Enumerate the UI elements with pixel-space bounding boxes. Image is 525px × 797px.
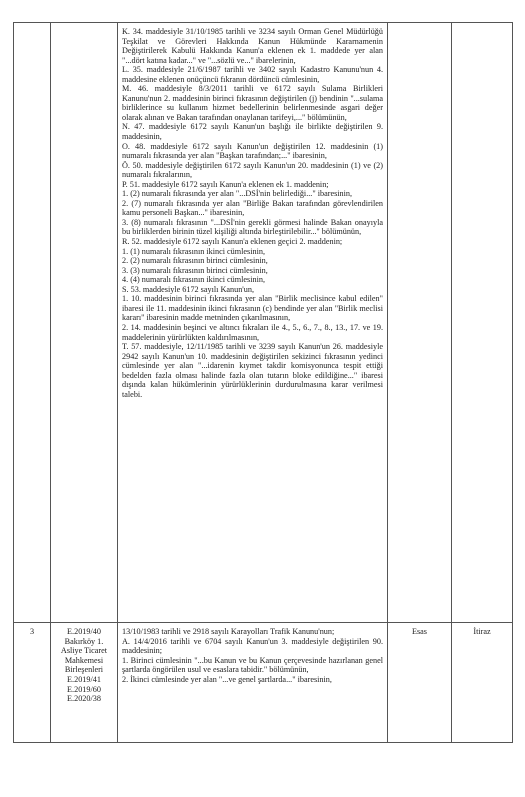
case-cell [51, 23, 118, 623]
type-cell [388, 23, 452, 623]
paragraph: 3. (3) numaralı fıkrasının birinci cümlesinin, [122, 265, 268, 275]
kind-cell [452, 623, 513, 743]
paragraph: 2. 14. maddesinin beşinci ve altıncı fıkraları ile 4., 5., 6., 7., 8., 13., 17. ve 19. maddelerinin yürürlükten kaldırılmasının, [122, 322, 383, 342]
row-number-cell [14, 23, 51, 623]
type-cell [388, 623, 452, 743]
kind-cell [452, 23, 513, 623]
paragraph: 1. (1) numaralı fıkrasının ikinci cümlesinin, [122, 246, 266, 256]
table-row [14, 623, 513, 743]
paragraph: O. 48. maddesiyle 6172 sayılı Kanun'un değiştirilen 12. maddesinin (1) numaralı fıkrasında yer alan "Başkan tarafından;..." ibaresinin, [122, 141, 383, 161]
subject-cell [118, 623, 388, 743]
paragraph: 1. Birinci cümlesinin "...bu Kanun ve bu Kanun çerçevesinde hazırlanan genel şartlarda öngörülen usul ve esaslara tabidir." bölümünün, [122, 655, 383, 675]
paragraph: 2. İkinci cümlesinde yer alan "...ve genel şartlarda..." ibaresinin, [122, 674, 332, 684]
paragraph: 1. 10. maddesinin birinci fıkrasında yer alan "Birlik meclisince kabul edilen" ibaresi ile 11. maddesinin ikinci fıkrasının (c) bendinde yer alan "Birlik meclisi kararı" ibaresinin madde metninden çıkarılmasının, [122, 294, 383, 323]
paragraph: Ö. 50. maddesiyle değiştirilen 6172 sayılı Kanun'un 20. maddesinin (1) ve (2) numaralı fıkralarının, [122, 160, 383, 180]
paragraph: M. 46. maddesiyle 8/3/2011 tarihli ve 6172 sayılı Sulama Birlikleri Kanunu'nun 2. maddesinin birinci fıkrasının değiştirilen (j) bendinin "...sulama birliklerince su kullanım hizmet bedellerinin belirlenmesinde asgari değer olarak alınan ve Bakan tarafından onaylanan tarifeyi,..." bölümünün, [122, 84, 383, 122]
case-type: Esas [411, 627, 427, 636]
paragraph: 13/10/1983 tarihli ve 2918 sayılı Karayolları Trafik Kanunu'nun; [122, 627, 335, 636]
row-number: 3 [29, 627, 35, 636]
paragraph: A. 14/4/2016 tarihli ve 6704 sayılı Kanun'un 3. maddesiyle değiştirilen 90. maddesinin; [122, 636, 383, 656]
subject-cell [118, 23, 388, 623]
case-line: Mahkemesi [64, 655, 104, 665]
paragraph: 3. (8) numaralı fıkrasının "...DSİ'nin gerekli görmesi halinde Bakan onayıyla bu birliklerden birinin tüzel kişiliği altında birleştirilebilir..." bölümünün, [122, 217, 383, 237]
case-line: Asliye Ticaret [60, 646, 108, 656]
paragraph: L. 35. maddesiyle 21/6/1987 tarihli ve 3402 sayılı Kadastro Kanunu'nun 4. maddesine eklenen onüçüncü fıkranın dördüncü cümlesinin, [122, 65, 383, 84]
paragraph: S. 53. maddesiyle 6172 sayılı Kanun'un, [122, 284, 255, 294]
case-line: Birleşenleri [64, 665, 104, 675]
case-line: E.2019/41 [67, 674, 101, 684]
case-cell [51, 623, 118, 743]
case-numbers [51, 623, 117, 704]
paragraph: R. 52. maddesiyle 6172 sayılı Kanun'a eklenen geçici 2. maddenin; [122, 237, 343, 247]
subject-text [118, 23, 387, 401]
case-kind: İtiraz [473, 627, 491, 636]
decision-table [13, 22, 513, 743]
paragraph: N. 47. maddesiyle 6172 sayılı Kanun'un başlığı ile birlikte değiştirilen 9. maddesinin, [122, 122, 383, 142]
paragraph: T. 57. maddesiyle, 12/11/1985 tarihli ve 3239 sayılı Kanun'un 26. maddesiyle 2942 sayılı Kanun'un 10. maddesinin değiştirilen sekizinci fıkrasının yedinci cümlesinde yer alan "...idarenin kıymet takdir komisyonunca tespit ettiği bedelden fazla olması halinde fazla olan tutarın bloke edildiğine..." ibaresi dışında kalan hükümlerinin yürürlüklerinin durdurulmasına karar verilmesi talebi. [122, 342, 383, 399]
paragraph: 2. (2) numaralı fıkrasının birinci cümlesinin, [122, 256, 268, 266]
paragraph: K. 34. maddesiyle 31/10/1985 tarihli ve 3234 sayılı Orman Genel Müdürlüğü Teşkilat ve Görevleri Hakkında Kanun Hükmünde Kararnamenin Değiştirilerek Kabulü Hakkında Kanun'a eklenen ek 1. maddede yer alan "...dört katına kadar..." ve "...sözlü ve..." ibarelerinin, [122, 27, 383, 65]
paragraph: 1. (2) numaralı fıkrasında yer alan "...DSİ'nin belirlediği..." ibaresinin, [122, 189, 353, 199]
case-line: E.2019/40 [67, 627, 101, 636]
table-row [14, 23, 513, 623]
subject-text [118, 623, 387, 686]
case-line: Bakırköy 1. [64, 636, 104, 646]
case-line: E.2019/60 [67, 684, 101, 694]
row-number-cell [14, 623, 51, 743]
case-line: E.2020/38 [67, 694, 101, 704]
paragraph: P. 51. maddesiyle 6172 sayılı Kanun'a eklenen ek 1. maddenin; [122, 179, 329, 189]
paragraph: 4. (4) numaralı fıkrasının ikinci cümlesinin, [122, 275, 266, 285]
paragraph: 2. (7) numaralı fıkrasında yer alan "Birliğe Bakan tarafından görevlendirilen kamu personeli Başkan..." ibaresinin, [122, 198, 383, 218]
